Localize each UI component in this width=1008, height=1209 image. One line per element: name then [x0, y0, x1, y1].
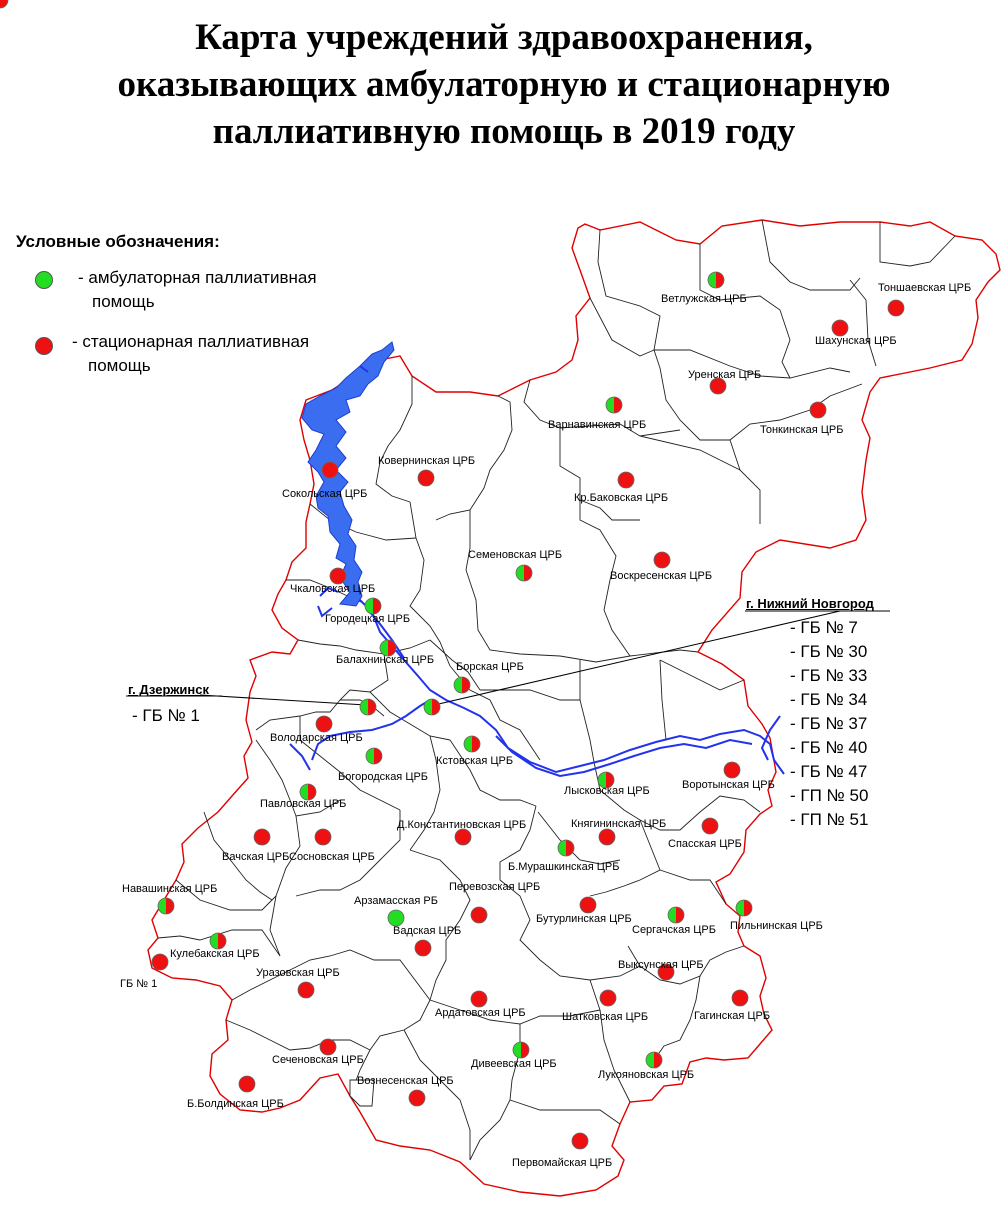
- facility-label: Сокольская ЦРБ: [282, 488, 368, 500]
- red-dot-icon: [732, 990, 748, 1006]
- facility-label: Сеченовская ЦРБ: [272, 1054, 364, 1066]
- stationary-half-icon: [676, 907, 684, 923]
- red-dot-icon: [415, 940, 431, 956]
- map-title-line-3: паллиативную помощь в 2019 году: [212, 111, 796, 152]
- facility-label: Б.Болдинская ЦРБ: [187, 1098, 284, 1110]
- facility-marker: [548, 397, 646, 431]
- dzerzhinsk-list: [132, 704, 200, 728]
- red-dot-icon: [888, 300, 904, 316]
- ambulatory-half-icon: [158, 898, 166, 914]
- red-dot-icon: [152, 954, 168, 970]
- ambulatory-half-icon: [708, 272, 716, 288]
- ambulatory-half-icon: [366, 748, 374, 764]
- facility-label: Гагинская ЦРБ: [694, 1010, 771, 1022]
- facility-label: Кстовская ЦРБ: [436, 755, 514, 767]
- red-dot-icon: [654, 552, 670, 568]
- facility-label: Лукояновская ЦРБ: [598, 1069, 695, 1081]
- nizhny-item: - ГП № 51: [790, 810, 869, 829]
- facility-marker: [270, 716, 363, 744]
- facility-marker: [562, 990, 648, 1023]
- facility-label: Д.Константиновская ЦРБ: [397, 819, 527, 831]
- red-dot-icon: [471, 991, 487, 1007]
- facility-marker: [468, 549, 562, 581]
- facility-marker: [668, 818, 742, 850]
- red-dot-icon: [320, 1039, 336, 1055]
- facility-marker: [0, 0, 8, 8]
- stationary-half-icon: [368, 699, 376, 715]
- facility-label: Чкаловская ЦРБ: [290, 583, 376, 595]
- green-dot-icon: [388, 910, 404, 926]
- nizhny-item: - ГБ № 40: [790, 738, 868, 757]
- facility-label: Б.Мурашкинская ЦРБ: [508, 861, 620, 873]
- facility-label: Володарская ЦРБ: [270, 732, 363, 744]
- facility-label: Шахунская ЦРБ: [815, 335, 897, 347]
- map-title-line-1: Карта учреждений здравоохранения,: [195, 17, 813, 58]
- facility-marker: [360, 699, 376, 715]
- facility-label: Выксунская ЦРБ: [618, 959, 704, 971]
- facility-marker: [435, 991, 526, 1019]
- facility-marker: [694, 990, 770, 1022]
- ambulatory-half-icon: [464, 736, 472, 752]
- facility-marker: [289, 829, 375, 863]
- legend-ambulatory-line-1: - амбулаторная паллиативная: [78, 268, 317, 287]
- facility-marker: [378, 455, 475, 486]
- facility-marker: [187, 1076, 284, 1110]
- facility-label: Уренская ЦРБ: [688, 369, 762, 381]
- facility-marker: [454, 661, 524, 693]
- ambulatory-half-icon: [365, 598, 373, 614]
- stationary-half-icon: [218, 933, 226, 949]
- stationary-half-icon: [521, 1042, 529, 1058]
- facility-label: Навашинская ЦРБ: [122, 883, 218, 895]
- facility-label: Шатковская ЦРБ: [562, 1011, 649, 1023]
- red-dot-icon: [810, 402, 826, 418]
- facility-label: Ветлужская ЦРБ: [661, 293, 747, 305]
- red-dot-icon: [298, 982, 314, 998]
- nizhny-item: - ГБ № 37: [790, 714, 868, 733]
- facility-marker: [661, 272, 747, 305]
- facility-label: Ковернинская ЦРБ: [378, 455, 476, 467]
- stationary-half-icon: [744, 900, 752, 916]
- facility-marker: [122, 883, 217, 914]
- dzerzhinsk-heading: г. Дзержинск: [128, 682, 210, 697]
- nizhny-item: - ГБ № 47: [790, 762, 868, 781]
- facility-label: Лысковская ЦРБ: [564, 785, 650, 797]
- facility-label: Сергачская ЦРБ: [632, 924, 716, 936]
- facility-marker: [610, 552, 712, 582]
- red-dot-icon: [239, 1076, 255, 1092]
- facility-marker: [730, 900, 823, 932]
- red-dot-icon: [572, 1133, 588, 1149]
- stationary-half-icon: [373, 598, 381, 614]
- facility-marker: [815, 320, 897, 347]
- red-dot-icon: [322, 462, 338, 478]
- ambulatory-half-icon: [210, 933, 218, 949]
- facility-label: Павловская ЦРБ: [260, 798, 347, 810]
- facility-marker: [571, 818, 666, 845]
- facility-label: ГБ № 1: [120, 978, 158, 990]
- stationary-half-icon: [166, 898, 174, 914]
- red-dot-icon: [471, 907, 487, 923]
- ambulatory-half-icon: [668, 907, 676, 923]
- red-dot-icon: [316, 716, 332, 732]
- facility-marker: [393, 925, 461, 956]
- nizhny-item: - ГБ № 30: [790, 642, 868, 661]
- red-dot-icon: [409, 1090, 425, 1106]
- facility-marker: [325, 598, 410, 625]
- stationary-half-icon: [716, 272, 724, 288]
- facility-label: Варнавинская ЦРБ: [548, 419, 647, 431]
- facility-marker: [512, 1133, 612, 1169]
- red-dot-icon: [618, 472, 634, 488]
- red-dot-icon: [315, 829, 331, 845]
- ambulatory-half-icon: [558, 840, 566, 856]
- facility-marker: [688, 369, 761, 394]
- map-title-line-2: оказывающих амбулаторную и стационарную: [117, 64, 891, 105]
- ambulatory-half-icon: [424, 699, 432, 715]
- facility-marker: [354, 895, 438, 926]
- facility-label: Дивеевская ЦРБ: [471, 1058, 557, 1070]
- stationary-half-icon: [462, 677, 470, 693]
- facility-label: Семеновская ЦРБ: [468, 549, 563, 561]
- red-dot-icon: [599, 829, 615, 845]
- stationary-half-icon: [432, 699, 440, 715]
- legend-stationary-line-1: - стационарная паллиативная: [72, 332, 310, 351]
- facility-label: Балахнинская ЦРБ: [336, 654, 435, 666]
- facility-label: Борская ЦРБ: [456, 661, 524, 673]
- stationary-half-icon: [374, 748, 382, 764]
- facility-label: Кр.Баковская ЦРБ: [574, 492, 669, 504]
- facility-marker: [682, 762, 775, 791]
- facility-marker: [272, 1039, 364, 1066]
- legend-stationary-line-2: помощь: [88, 356, 151, 375]
- facility-marker: [574, 472, 668, 504]
- region-border: [148, 220, 1000, 1196]
- facility-label: Воскресенская ЦРБ: [610, 570, 713, 582]
- facility-marker: [618, 959, 704, 980]
- ambulatory-half-icon: [454, 677, 462, 693]
- facility-marker: [536, 897, 632, 925]
- ambulatory-half-icon: [360, 699, 368, 715]
- facility-label: Городецкая ЦРБ: [325, 613, 411, 625]
- nizhny-item: - ГБ № 7: [790, 618, 858, 637]
- ambulatory-half-icon: [646, 1052, 654, 1068]
- facility-marker: [222, 829, 289, 863]
- legend-ambulatory-line-2: помощь: [92, 292, 155, 311]
- stationary-half-icon: [524, 565, 532, 581]
- facility-marker: [508, 840, 619, 873]
- red-dot-icon: [330, 568, 346, 584]
- facility-label: Ардатовская ЦРБ: [435, 1007, 526, 1019]
- facility-label: Вознесенская ЦРБ: [357, 1075, 454, 1087]
- nizhny-item: - ГП № 50: [790, 786, 869, 805]
- facility-marker: [564, 772, 650, 797]
- nizhny-heading: г. Нижний Новгород: [746, 596, 874, 611]
- facility-marker: [338, 748, 428, 783]
- ambulatory-half-icon: [513, 1042, 521, 1058]
- red-dot-icon: [600, 990, 616, 1006]
- nizhny-list: [790, 616, 868, 832]
- facility-label: Уразовская ЦРБ: [256, 967, 340, 979]
- red-dot-icon: [724, 762, 740, 778]
- facility-marker: [256, 967, 340, 998]
- gorky-reservoir: [302, 342, 394, 606]
- facility-label: Арзамасская РБ: [354, 895, 438, 907]
- facility-label: Тонкинская ЦРБ: [760, 424, 844, 436]
- facility-marker: [471, 1042, 557, 1070]
- red-dot-icon: [455, 829, 471, 845]
- facility-label: Богородская ЦРБ: [338, 771, 429, 783]
- facility-marker: [424, 699, 440, 715]
- facility-label: Перевозская ЦРБ: [449, 881, 541, 893]
- red-dot-icon: [580, 897, 596, 913]
- stationary-half-icon: [614, 397, 622, 413]
- facility-label: Спасская ЦРБ: [668, 838, 742, 850]
- facility-label: Кулебакская ЦРБ: [170, 948, 260, 960]
- stationary-half-icon: [654, 1052, 662, 1068]
- facility-marker: [632, 907, 716, 936]
- red-dot-icon: [254, 829, 270, 845]
- legend-heading: Условные обозначения:: [16, 232, 220, 251]
- facility-marker: [449, 881, 540, 923]
- facility-marker: [260, 784, 346, 810]
- facility-marker: [760, 402, 843, 436]
- dzerzhinsk-item: - ГБ № 1: [132, 706, 200, 725]
- nizhny-pointer-line: [430, 611, 840, 706]
- nizhny-item: - ГБ № 34: [790, 690, 868, 709]
- stationary-half-icon: [566, 840, 574, 856]
- nizhny-item: - ГБ № 33: [790, 666, 868, 685]
- facility-label: Вадская ЦРБ: [393, 925, 462, 937]
- ambulatory-half-icon: [606, 397, 614, 413]
- red-dot-icon: [832, 320, 848, 336]
- facility-label: Княгининская ЦРБ: [571, 818, 667, 830]
- facility-label: Воротынская ЦРБ: [682, 779, 775, 791]
- red-dot-icon: [702, 818, 718, 834]
- facility-label: Пильнинская ЦРБ: [730, 920, 823, 932]
- stationary-half-icon: [472, 736, 480, 752]
- ambulatory-half-icon: [516, 565, 524, 581]
- red-dot-icon: [418, 470, 434, 486]
- facility-label: Тоншаевская ЦРБ: [878, 282, 972, 294]
- facility-marker: [878, 282, 971, 316]
- facility-label: Бутурлинская ЦРБ: [536, 913, 632, 925]
- facility-label: Вачская ЦРБ: [222, 851, 290, 863]
- facility-label: Первомайская ЦРБ: [512, 1157, 613, 1169]
- facility-label: Сосновская ЦРБ: [289, 851, 375, 863]
